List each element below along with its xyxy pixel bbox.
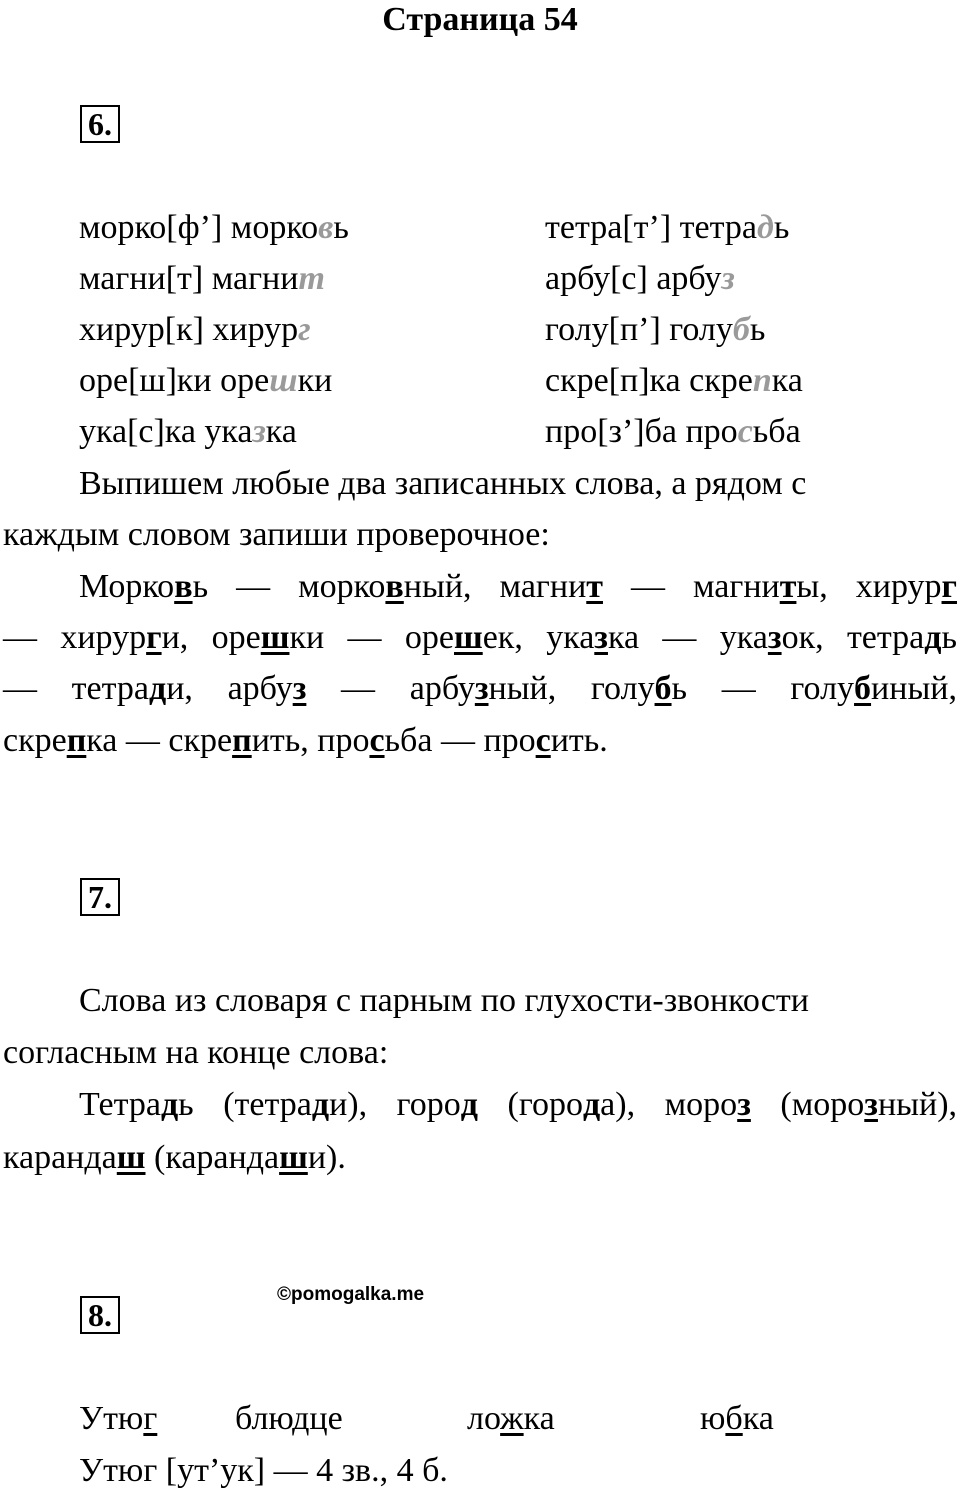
watermark: ©pomogalka.me xyxy=(277,1284,425,1305)
word-pair-text: оре[ш]ки оре xyxy=(79,362,270,399)
answer-text: ный), xyxy=(877,1086,958,1123)
task-8-word xyxy=(235,1399,343,1439)
word-part: блю xyxy=(235,1400,293,1437)
answer-text: ка — ука xyxy=(607,619,768,656)
highlighted-consonant: д xyxy=(756,209,774,246)
answer-text: скре xyxy=(3,722,67,759)
word-pair-line xyxy=(545,361,803,401)
answer-text: ь — голу xyxy=(671,670,855,707)
word-pair-text: морко[ф’] морко xyxy=(79,209,319,246)
checked-consonant: в xyxy=(385,568,404,605)
checked-consonant: т xyxy=(779,568,797,605)
answer-text: Морко xyxy=(79,568,175,605)
answer-line xyxy=(3,721,608,761)
checked-consonant: п xyxy=(232,722,252,759)
answer-text: (моро xyxy=(750,1086,865,1123)
checked-consonant: з xyxy=(474,670,489,707)
task-8-transcription: Утюг [ут’ук] — 4 зв., 4 б. xyxy=(79,1452,448,1489)
checked-consonant: ш xyxy=(260,619,290,656)
word-pair-ending: ка xyxy=(265,413,297,450)
checked-consonant: в xyxy=(174,568,193,605)
underlined-consonant: г xyxy=(143,1400,158,1437)
checked-consonant: ш xyxy=(454,619,483,656)
task-7-number: 7. xyxy=(80,878,120,916)
checked-consonant: б xyxy=(854,670,872,707)
word-pair-line xyxy=(545,208,789,248)
underlined-consonant: б xyxy=(725,1400,743,1437)
underlined-consonant: ж xyxy=(500,1400,524,1437)
answer-text: — тетра xyxy=(3,670,149,707)
word-pair-line xyxy=(545,259,735,299)
word-pair-text: хирур[к] хирур xyxy=(79,311,299,348)
word-pair-line xyxy=(545,310,765,350)
answer-text: — магни xyxy=(602,568,780,605)
word-pair-ending: ки xyxy=(297,362,333,399)
answer-text: ить, про xyxy=(251,722,370,759)
answer-line xyxy=(3,618,957,658)
answer-text: ки — оре xyxy=(289,619,454,656)
checked-consonant: ш xyxy=(279,1139,308,1176)
checked-consonant: с xyxy=(369,722,385,759)
word-part: ю xyxy=(700,1400,726,1437)
checked-consonant: з xyxy=(864,1086,878,1123)
answer-line xyxy=(79,1085,957,1125)
checked-consonant: д xyxy=(460,1086,478,1123)
word-part: це xyxy=(309,1400,343,1437)
answer-text: ка — скре xyxy=(86,722,233,759)
word-pair-line xyxy=(79,361,332,401)
answer-text: ь — морко xyxy=(192,568,386,605)
answer-text: Тетра xyxy=(79,1086,161,1123)
word-part: ка xyxy=(523,1400,555,1437)
word-pair-ending: ь xyxy=(333,209,349,246)
checked-consonant: п xyxy=(66,722,87,759)
underlined-consonant: д xyxy=(292,1400,310,1437)
word-pair-line xyxy=(545,412,801,452)
task-8-word xyxy=(79,1399,157,1439)
checked-consonant: г xyxy=(146,619,162,656)
word-pair-line xyxy=(79,310,311,350)
answer-text: и, арбу xyxy=(166,670,293,707)
checked-consonant: с xyxy=(535,722,551,759)
task-6-instruction-line-1: Выпишем любые два записанных слова, а рядом с xyxy=(79,465,807,502)
answer-text: и), горо xyxy=(329,1086,461,1123)
answer-line xyxy=(3,669,957,709)
highlighted-consonant: з xyxy=(252,413,266,450)
checked-consonant: ш xyxy=(116,1139,146,1176)
word-pair-ending: ьба xyxy=(752,413,801,450)
word-pair-line xyxy=(79,259,325,299)
answer-text: ный, магни xyxy=(403,568,587,605)
answer-text: ь (тетра xyxy=(178,1086,312,1123)
highlighted-consonant: з xyxy=(721,260,735,297)
task-6-instruction-line-2: каждым словом запиши проверочное: xyxy=(3,516,550,553)
word-pair-ending: ь xyxy=(773,209,790,246)
checked-consonant: д xyxy=(311,1086,330,1123)
task-6-number: 6. xyxy=(80,105,120,143)
checked-consonant: д xyxy=(149,670,167,707)
highlighted-consonant: б xyxy=(732,311,750,348)
answer-text: ок, тетра xyxy=(781,619,925,656)
highlighted-consonant: т xyxy=(298,260,325,297)
highlighted-consonant: в xyxy=(318,209,334,246)
answer-line xyxy=(3,1138,346,1178)
checked-consonant: г xyxy=(941,568,957,605)
task-7-line-1: Слова из словаря с парным по глухости-звонкости xyxy=(79,982,809,1019)
answer-text: ь xyxy=(941,619,957,656)
word-part: Утю xyxy=(79,1400,144,1437)
word-part: ло xyxy=(467,1400,501,1437)
answer-text: (горо xyxy=(477,1086,583,1123)
highlighted-consonant: п xyxy=(752,362,772,399)
page-title: Страница 54 xyxy=(382,1,578,38)
checked-consonant: б xyxy=(654,670,672,707)
highlighted-consonant: г xyxy=(298,311,311,348)
answer-text: а), моро xyxy=(600,1086,738,1123)
word-pair-text: тетра[т’] тетра xyxy=(545,209,757,246)
checked-consonant: з xyxy=(594,619,608,656)
task-8-number: 8. xyxy=(80,1296,120,1334)
highlighted-consonant: ш xyxy=(269,362,298,399)
word-pair-line xyxy=(79,208,349,248)
task-8-word xyxy=(467,1399,555,1439)
answer-text: и). xyxy=(307,1139,346,1176)
answer-text: ек, ука xyxy=(482,619,595,656)
word-pair-line xyxy=(79,412,297,452)
word-pair-text: арбу[с] арбу xyxy=(545,260,722,297)
task-7-line-2: согласным на конце слова: xyxy=(3,1034,389,1071)
answer-text: иный, xyxy=(871,670,957,707)
checked-consonant: д xyxy=(160,1086,179,1123)
answer-text: и, оре xyxy=(161,619,261,656)
answer-text: ный, голу xyxy=(488,670,655,707)
task-8-word xyxy=(700,1399,774,1439)
highlighted-consonant: с xyxy=(737,413,753,450)
word-pair-text: голу[п’] голу xyxy=(545,311,733,348)
answer-text: — арбу xyxy=(306,670,475,707)
checked-consonant: з xyxy=(767,619,782,656)
word-pair-ending: ка xyxy=(771,362,803,399)
answer-text: ы, хирур xyxy=(796,568,942,605)
word-pair-text: магни[т] магни xyxy=(79,260,299,297)
word-pair-text: про[з’]ба про xyxy=(545,413,738,450)
checked-consonant: з xyxy=(292,670,307,707)
answer-text: (каранда xyxy=(145,1139,280,1176)
word-pair-text: скре[п]ка скре xyxy=(545,362,753,399)
answer-line xyxy=(79,567,957,607)
checked-consonant: д xyxy=(582,1086,601,1123)
checked-consonant: з xyxy=(737,1086,751,1123)
answer-text: — хирур xyxy=(3,619,147,656)
answer-text: ьба — про xyxy=(384,722,536,759)
answer-text: каранда xyxy=(3,1139,117,1176)
answer-text: ить. xyxy=(550,722,608,759)
checked-consonant: д xyxy=(924,619,942,656)
word-part: ка xyxy=(742,1400,774,1437)
word-pair-text: ука[с]ка ука xyxy=(79,413,253,450)
checked-consonant: т xyxy=(586,568,603,605)
word-pair-ending: ь xyxy=(749,311,766,348)
